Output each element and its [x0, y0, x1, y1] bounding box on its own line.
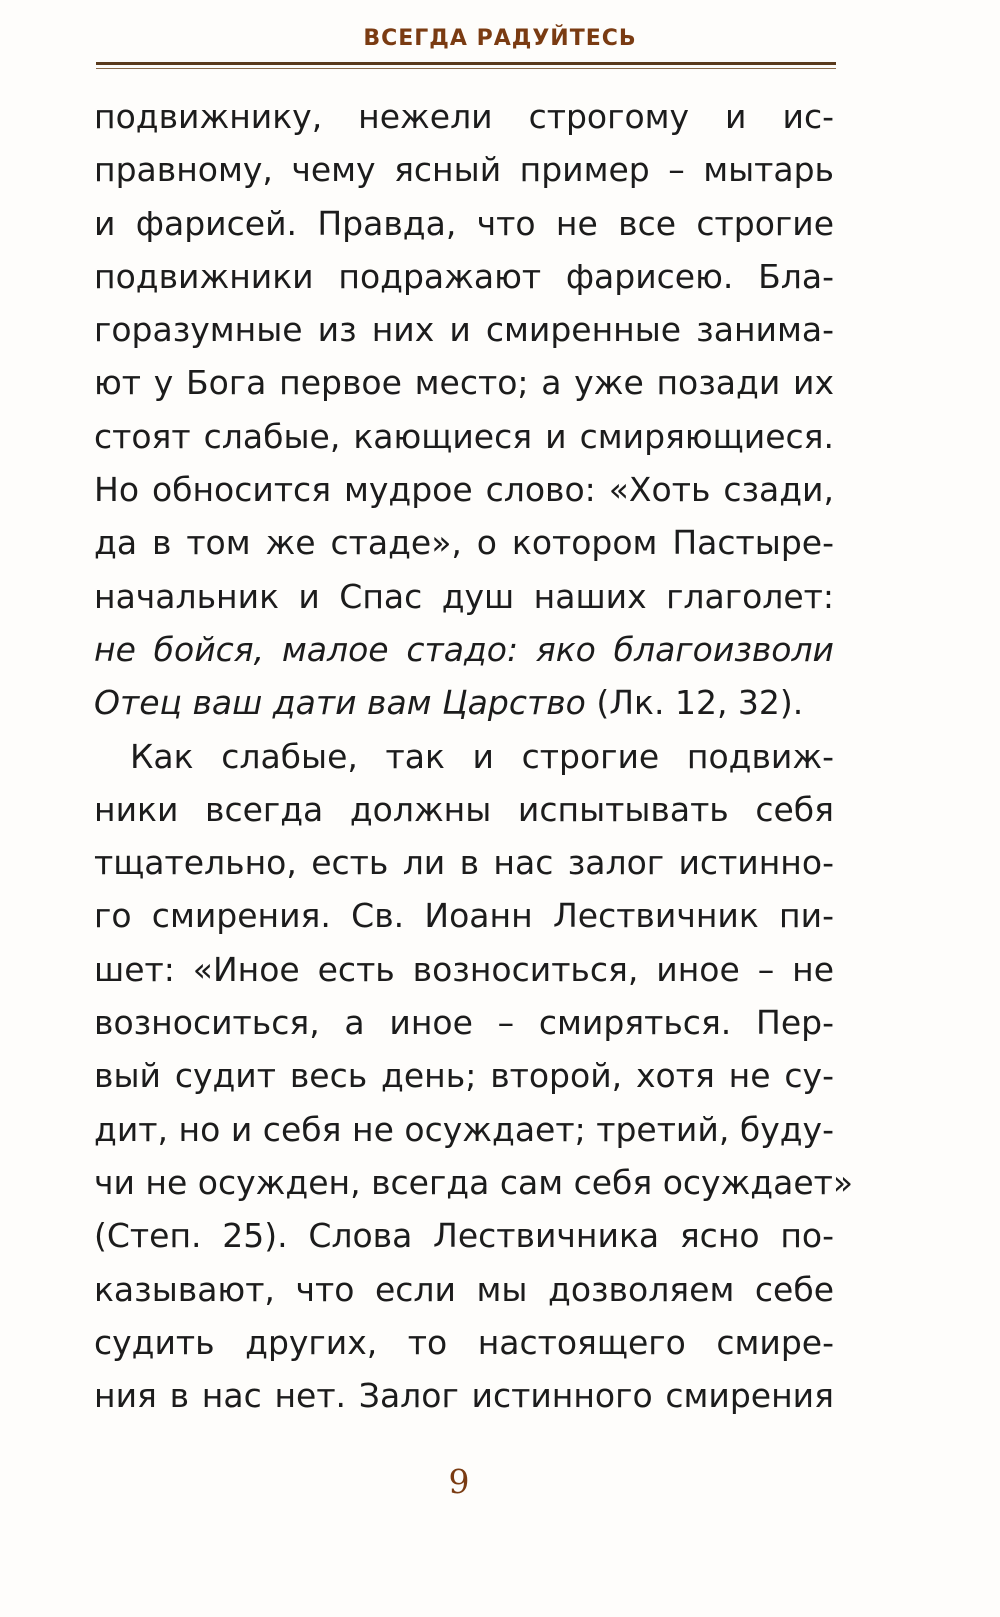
- text-line: ют у Бога первое место; а уже позади их: [94, 363, 834, 403]
- text-line: чи не осужден, всегда сам себя осуждает»: [94, 1162, 854, 1202]
- text-line: шет: «Иное есть возноситься, иное – не: [94, 949, 834, 989]
- running-title: ВСЕГДА РАДУЙТЕСЬ: [363, 26, 637, 51]
- text-line: судить других, то настоящего смире-: [94, 1322, 834, 1362]
- text-line: дит, но и себя не осуждает; третий, буду-: [94, 1109, 834, 1149]
- text-line: горазумные из них и смиренные занима-: [94, 310, 834, 350]
- text-line: стоят слабые, кающиеся и смиряющиеся.: [94, 416, 834, 456]
- paragraph-start-line: Как слабые, так и строгие подвиж-: [130, 736, 834, 776]
- body-text: [94, 90, 854, 1422]
- text-line: возноситься, а иное – смиряться. Пер-: [94, 1003, 834, 1043]
- page-number: 9: [448, 1462, 470, 1501]
- text-line: и фарисей. Правда, что не все строгие: [94, 203, 834, 243]
- scripture-reference: (Лк. 12, 32).: [585, 683, 804, 723]
- scripture-quote: Отец ваш дати вам Царство: [94, 683, 586, 723]
- text-line-quote-end: [94, 676, 834, 729]
- header-rule-thin: [96, 68, 836, 69]
- text-line: подвижники подражают фарисею. Бла-: [94, 256, 834, 296]
- scripture-quote: не бойся, малое стадо: яко благоизволи: [94, 629, 834, 669]
- text-line: вый судит весь день; второй, хотя не су-: [94, 1056, 834, 1096]
- text-line: Но обносится мудрое слово: «Хоть сзади,: [94, 470, 834, 510]
- text-line: го смирения. Св. Иоанн Лествичник пи-: [94, 896, 834, 936]
- text-line: ники всегда должны испытывать себя: [94, 789, 834, 829]
- text-line: (Степ. 25). Слова Лествичника ясно по-: [94, 1216, 834, 1256]
- text-line: ния в нас нет. Залог истинного смирения: [94, 1376, 834, 1416]
- text-line-italic: [94, 623, 834, 676]
- text-line: подвижнику, нежели строгому и ис-: [94, 97, 834, 136]
- text-line: тщательно, есть ли в нас залог истинно-: [94, 843, 834, 883]
- text-line: казывают, что если мы дозволяем себе: [94, 1269, 834, 1309]
- text-line: да в том же стаде», о котором Пастыре-: [94, 523, 834, 563]
- header-rule-thick: [96, 62, 836, 65]
- text-line: начальник и Спас душ наших глаголет:: [94, 576, 834, 616]
- text-line: правному, чему ясный пример – мытарь: [94, 150, 834, 190]
